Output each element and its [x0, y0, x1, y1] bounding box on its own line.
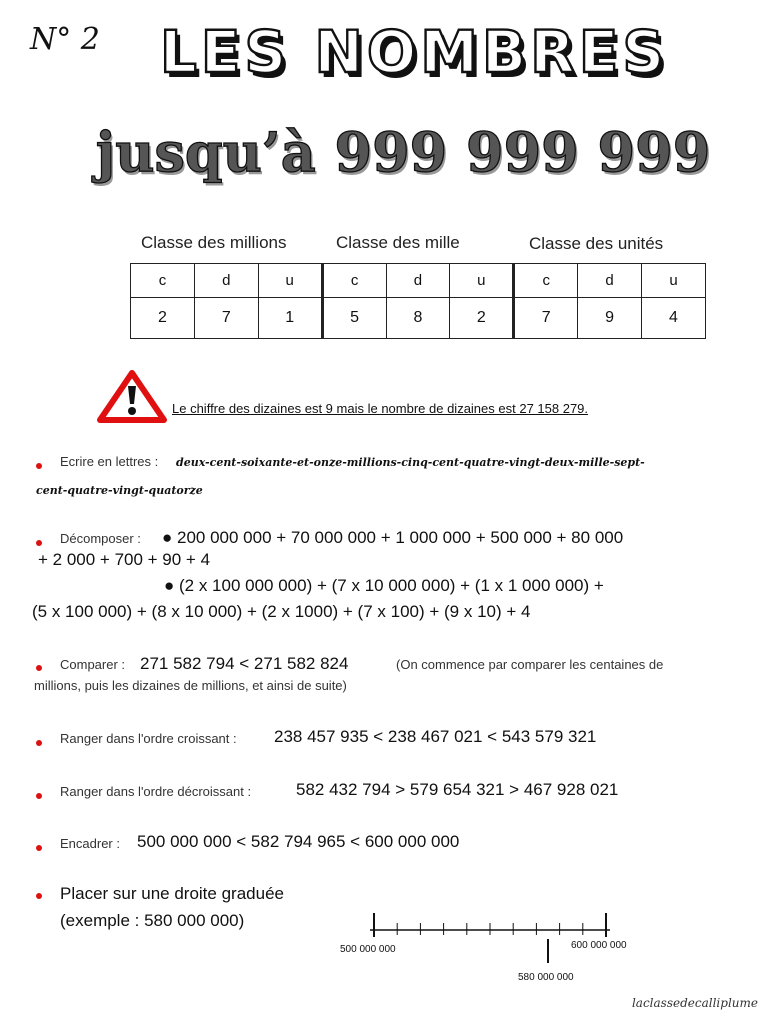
comparer-note-line1: (On commence par comparer les centaines de: [396, 657, 664, 672]
digit-cell: 1: [258, 298, 322, 339]
comparer-label: Comparer :: [60, 657, 126, 672]
column-header: d: [578, 264, 642, 298]
ecrire-label: Ecrire en lettres :: [60, 454, 159, 469]
column-header: u: [642, 264, 706, 298]
warning-text: Le chiffre des dizaines est 9 mais le nombre de dizaines est 27 158 279.: [172, 401, 589, 416]
footer-credit: laclassedecalliplume: [631, 996, 758, 1010]
place-value-table: [130, 263, 706, 339]
page-subtitle: jusqu’à 999 999 999: [95, 120, 711, 184]
comparer-note-line2: millions, puis les dizaines de millions, et ainsi de suite): [34, 678, 347, 693]
bullet: [36, 793, 42, 799]
digit-cell: 8: [386, 298, 450, 339]
croissant-value: 238 457 935 < 238 467 021 < 543 579 321: [274, 727, 597, 746]
number-line-point-label: 580 000 000: [518, 972, 574, 983]
class-header-millions: Classe des millions: [141, 233, 287, 252]
decroissant-label: Ranger dans l'ordre décroissant :: [60, 784, 252, 799]
class-header-mille: Classe des mille: [336, 233, 460, 252]
page-title: LES NOMBRES: [159, 18, 669, 86]
ecrire-text-line1: deux-cent-soixante-et-onze-millions-cinq-cent-quatre-vingt-deux-mille-sept-: [176, 456, 645, 469]
bullet: [36, 540, 42, 546]
placer-example: (exemple : 580 000 000): [60, 911, 245, 930]
digit-cell: 2: [131, 298, 195, 339]
digit-cell: 7: [194, 298, 258, 339]
column-header: d: [194, 264, 258, 298]
decomposer-line4: (5 x 100 000) + (8 x 10 000) + (2 x 1000) + (7 x 100) + (9 x 10) + 4: [32, 602, 531, 621]
bullet: [36, 893, 42, 899]
table-row: [131, 264, 706, 298]
decomposer-line3: ● (2 x 100 000 000) + (7 x 10 000 000) + (1 x 1 000 000) +: [164, 576, 604, 595]
decomposer-line1: ● 200 000 000 + 70 000 000 + 1 000 000 + 500 000 + 80 000: [162, 528, 624, 547]
digit-cell: 9: [578, 298, 642, 339]
decomposer-line2: + 2 000 + 700 + 90 + 4: [38, 550, 211, 569]
bullet: [36, 740, 42, 746]
decomposer-label: Décomposer :: [60, 531, 141, 546]
croissant-label: Ranger dans l'ordre croissant :: [60, 731, 237, 746]
digit-cell: 5: [322, 298, 386, 339]
column-header: u: [258, 264, 322, 298]
column-header: c: [514, 264, 578, 298]
encadrer-value: 500 000 000 < 582 794 965 < 600 000 000: [137, 832, 460, 851]
number-line-left-label: 500 000 000: [340, 944, 396, 955]
number-line-ticks: [374, 913, 606, 937]
column-header: u: [450, 264, 514, 298]
comparer-value: 271 582 794 < 271 582 824: [140, 654, 349, 673]
column-header: c: [131, 264, 195, 298]
decroissant-value: 582 432 794 > 579 654 321 > 467 928 021: [296, 780, 619, 799]
digit-cell: 2: [450, 298, 514, 339]
placer-label: Placer sur une droite graduée: [60, 884, 284, 903]
class-header-unites: Classe des unités: [529, 234, 664, 253]
digit-cell: 4: [642, 298, 706, 339]
bullet: [36, 665, 42, 671]
digit-cell: 7: [514, 298, 578, 339]
bullet: [36, 845, 42, 851]
sheet-number: N° 2: [30, 22, 100, 57]
column-header: d: [386, 264, 450, 298]
bullet: [36, 463, 42, 469]
table-row: [131, 298, 706, 339]
encadrer-label: Encadrer :: [60, 836, 120, 851]
ecrire-text-line2: cent-quatre-vingt-quatorze: [36, 484, 203, 497]
number-line: [340, 905, 640, 965]
column-header: c: [322, 264, 386, 298]
warning-icon: [96, 368, 168, 424]
number-line-right-label: 600 000 000: [571, 940, 627, 951]
